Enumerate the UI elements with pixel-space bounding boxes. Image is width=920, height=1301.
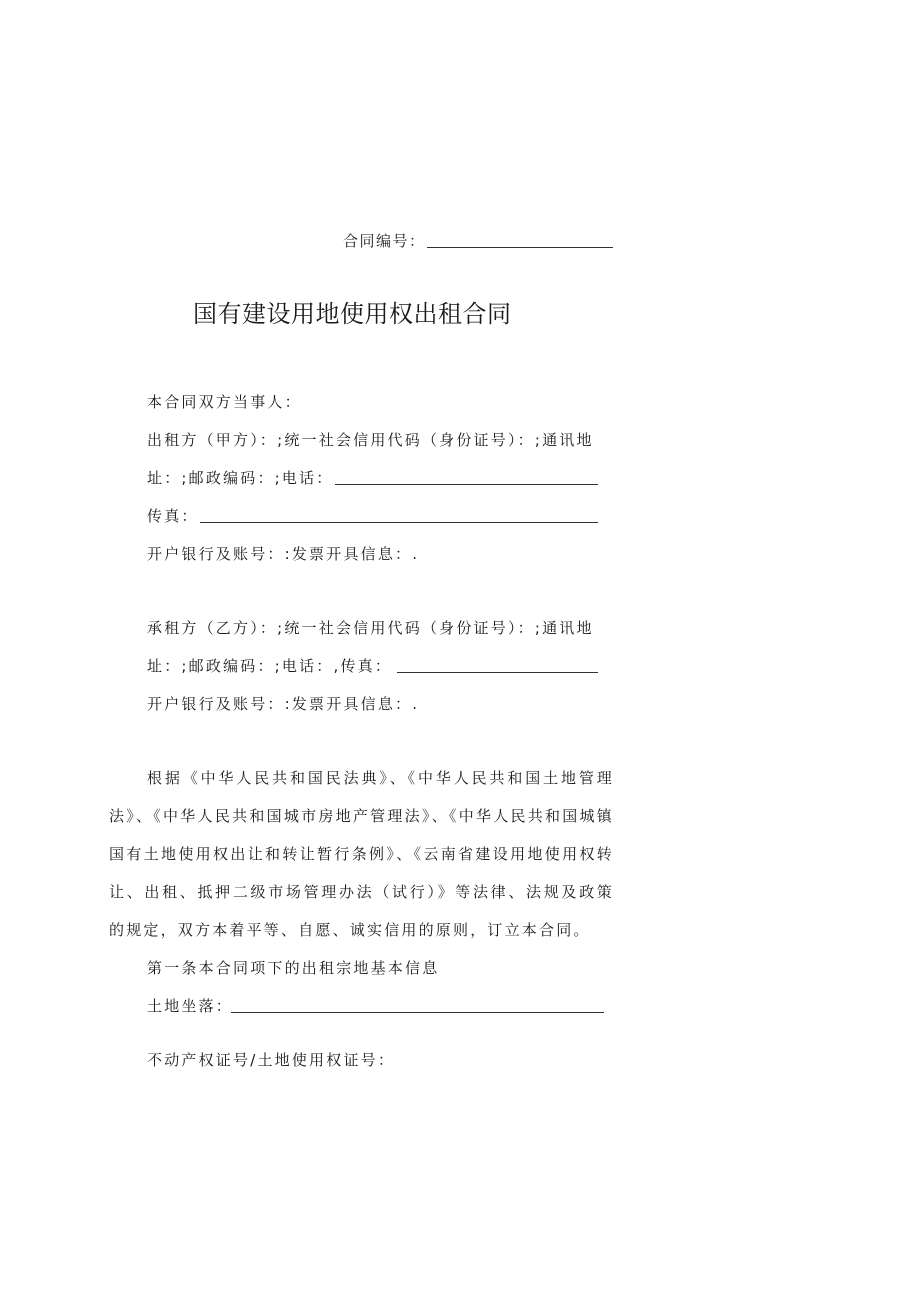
lessee-fax-field[interactable] — [397, 672, 598, 673]
lessor-fax-field[interactable] — [200, 522, 598, 523]
lessor-line-3: 传真： — [147, 507, 199, 525]
lessee-line-2: 址：;邮政编码：;电话：,传真： — [147, 657, 393, 675]
legal-basis-paragraph: 根据《中华人民共和国民法典》、《中华人民共和国土地管理法》、《中华人民共和国城市房地产管理法》、《中华人民共和国城镇国有土地使用权出让和转让暂行条例》、《云南省建设用地使用权转让、出租、抵押二级市场管理办法（试行）》等法律、法规及政策的规定，双方本着平等、自愿、诚实信用的原则，订立本合同。 — [109, 769, 614, 939]
contract-number-field[interactable] — [427, 247, 613, 248]
lessor-line-1: 出租方（甲方）：;统一社会信用代码（身份证号）：;通讯地 — [147, 431, 594, 449]
document-title: 国有建设用地使用权出租合同 — [193, 300, 512, 328]
lessee-line-1: 承租方（乙方）：;统一社会信用代码（身份证号）：;通讯地 — [147, 619, 594, 637]
land-location-field[interactable] — [231, 1012, 604, 1013]
lessor-line-2: 址：;邮政编码：;电话： — [147, 469, 334, 487]
parties-heading: 本合同双方当事人： — [147, 393, 302, 411]
certificate-number-label: 不动产权证号/土地使用权证号： — [147, 1051, 396, 1069]
lessor-line-4: 开户银行及账号：:发票开具信息：. — [147, 545, 420, 563]
article-1-heading: 第一条本合同项下的出租宗地基本信息 — [147, 959, 440, 977]
land-location-label: 土地坐落： — [147, 997, 234, 1015]
lessor-phone-field[interactable] — [335, 484, 598, 485]
contract-number-label: 合同编号： — [343, 232, 426, 250]
lessee-line-3: 开户银行及账号：:发票开具信息：. — [147, 695, 420, 713]
